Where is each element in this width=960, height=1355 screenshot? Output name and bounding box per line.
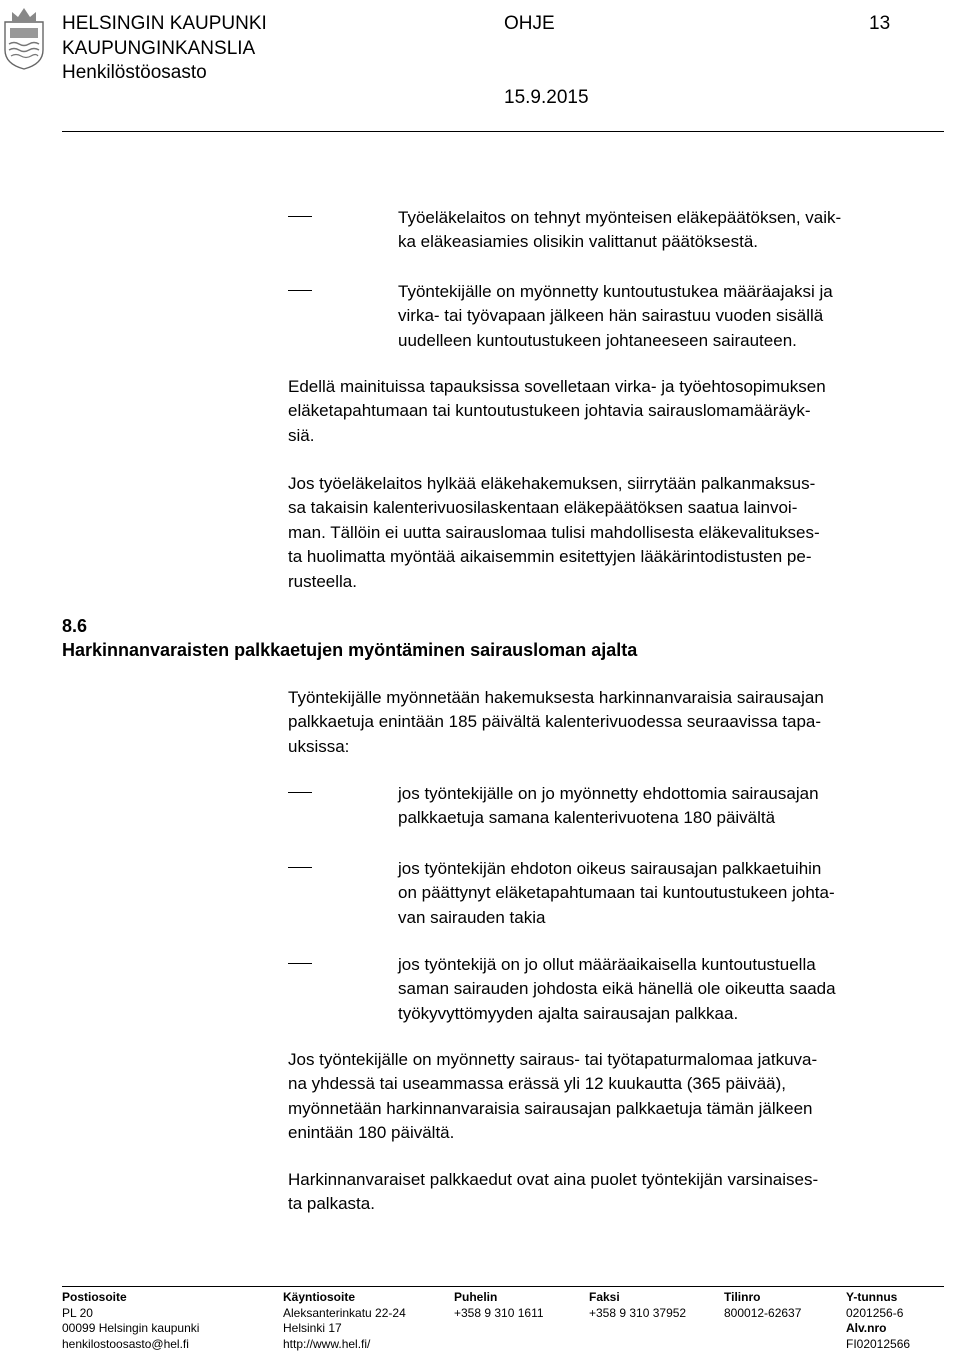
bullet-dash <box>288 867 312 868</box>
bullet-dash <box>288 792 312 793</box>
paragraph: Harkinnanvaraiset palkkaedut ovat aina puolet työntekijän varsinaises- ta palkasta. <box>288 1170 819 1214</box>
footer-postal-address: Postiosoite PL 20 00099 Helsingin kaupunki henkilostoosasto@hel.fi <box>62 1290 200 1351</box>
paragraph: Edellä mainituissa tapauksissa sovelletaan virka- ja työehtosopimuksen eläketapahtumaan tai kuntoutustukeen johtavia sairauslomamääräyk- siä. <box>288 377 826 445</box>
footer-visiting-address: Käyntiosoite Aleksanterinkatu 22-24 Helsinki 17 http://www.hel.fi/ <box>283 1290 406 1351</box>
footer-fax: Faksi +358 9 310 37952 <box>589 1290 687 1320</box>
footer-business-id: Y-tunnus 0201256-6 Alv.nro FI02012566 <box>846 1290 911 1351</box>
list-item: Työeläkelaitos on tehnyt myönteisen eläkepäätöksen, vaik- ka eläkeasiamies olisikin valittanut päätöksestä. <box>398 208 842 252</box>
department-name: KAUPUNGINKANSLIA <box>62 38 256 59</box>
footer-account-number: Tilinro 800012-62637 <box>724 1290 802 1320</box>
bullet-dash <box>288 290 312 291</box>
helsinki-crest-logo <box>2 6 46 70</box>
paragraph: Jos työntekijälle on myönnetty sairaus- tai työtapaturmalomaa jatkuva- na yhdessä tai useammassa erässä yli 12 kuukautta (365 päivää), myönnetään harkinnanvaraisia sairausajan palkkaetuja tämän jälkeen enintään 180 päivältä. <box>288 1050 818 1143</box>
document-date: 15.9.2015 <box>504 87 589 108</box>
organization-name: HELSINGIN KAUPUNKI <box>62 13 267 34</box>
bullet-dash <box>288 963 312 964</box>
bullet-dash <box>288 216 312 217</box>
document-type: OHJE <box>504 13 555 34</box>
unit-name: Henkilöstöosasto <box>62 62 207 83</box>
list-item: Työntekijälle on myönnetty kuntoutustukea määräajaksi ja virka- tai työvapaan jälkeen hän sairastuu vuoden sisällä uudelleen kuntoutustukeen johtaneeseen sairauteen. <box>398 282 833 350</box>
list-item: jos työntekijän ehdoton oikeus sairausajan palkkaetuihin on päättynyt eläketapahtumaan tai kuntoutustukeen johta- van sairauden takia <box>398 859 835 927</box>
email-link[interactable]: henkilostoosasto@hel.fi <box>62 1336 189 1351</box>
footer-rule <box>62 1286 944 1287</box>
list-item: jos työntekijä on jo ollut määräaikaisella kuntoutustuella saman sairauden johdosta eikä hänellä ole oikeutta saada työkyvyttömyyden ajalta sairausajan palkkaa. <box>398 955 836 1023</box>
website-link[interactable]: http://www.hel.fi/ <box>283 1336 371 1351</box>
paragraph: Työntekijälle myönnetään hakemuksesta harkinnanvaraisia sairausajan palkkaetuja enintään 185 päivältä kalenterivuodessa seuraavissa tapa- uksissa: <box>288 688 824 756</box>
section-title: Harkinnanvaraisten palkkaetujen myöntäminen sairausloman ajalta <box>62 640 638 660</box>
header-rule <box>62 131 944 132</box>
footer-phone: Puhelin +358 9 310 1611 <box>454 1290 544 1320</box>
section-number: 8.6 <box>62 616 88 636</box>
list-item: jos työntekijälle on jo myönnetty ehdottomia sairausajan palkkaetuja samana kalenterivuotena 180 päivältä <box>398 784 819 828</box>
paragraph: Jos työeläkelaitos hylkää eläkehakemuksen, siirrytään palkanmaksus- sa takaisin kalenterivuosilaskentaan eläkepäätöksen saatua lainvoi- man. Tällöin ei uutta sairauslomaa tulisi mahdollisesta eläkevalitukses- ta huolimatta myöntää aikaisemmin esitettyjen lääkärintodistusten pe- rusteella. <box>288 474 820 591</box>
page-number: 13 <box>869 13 891 34</box>
